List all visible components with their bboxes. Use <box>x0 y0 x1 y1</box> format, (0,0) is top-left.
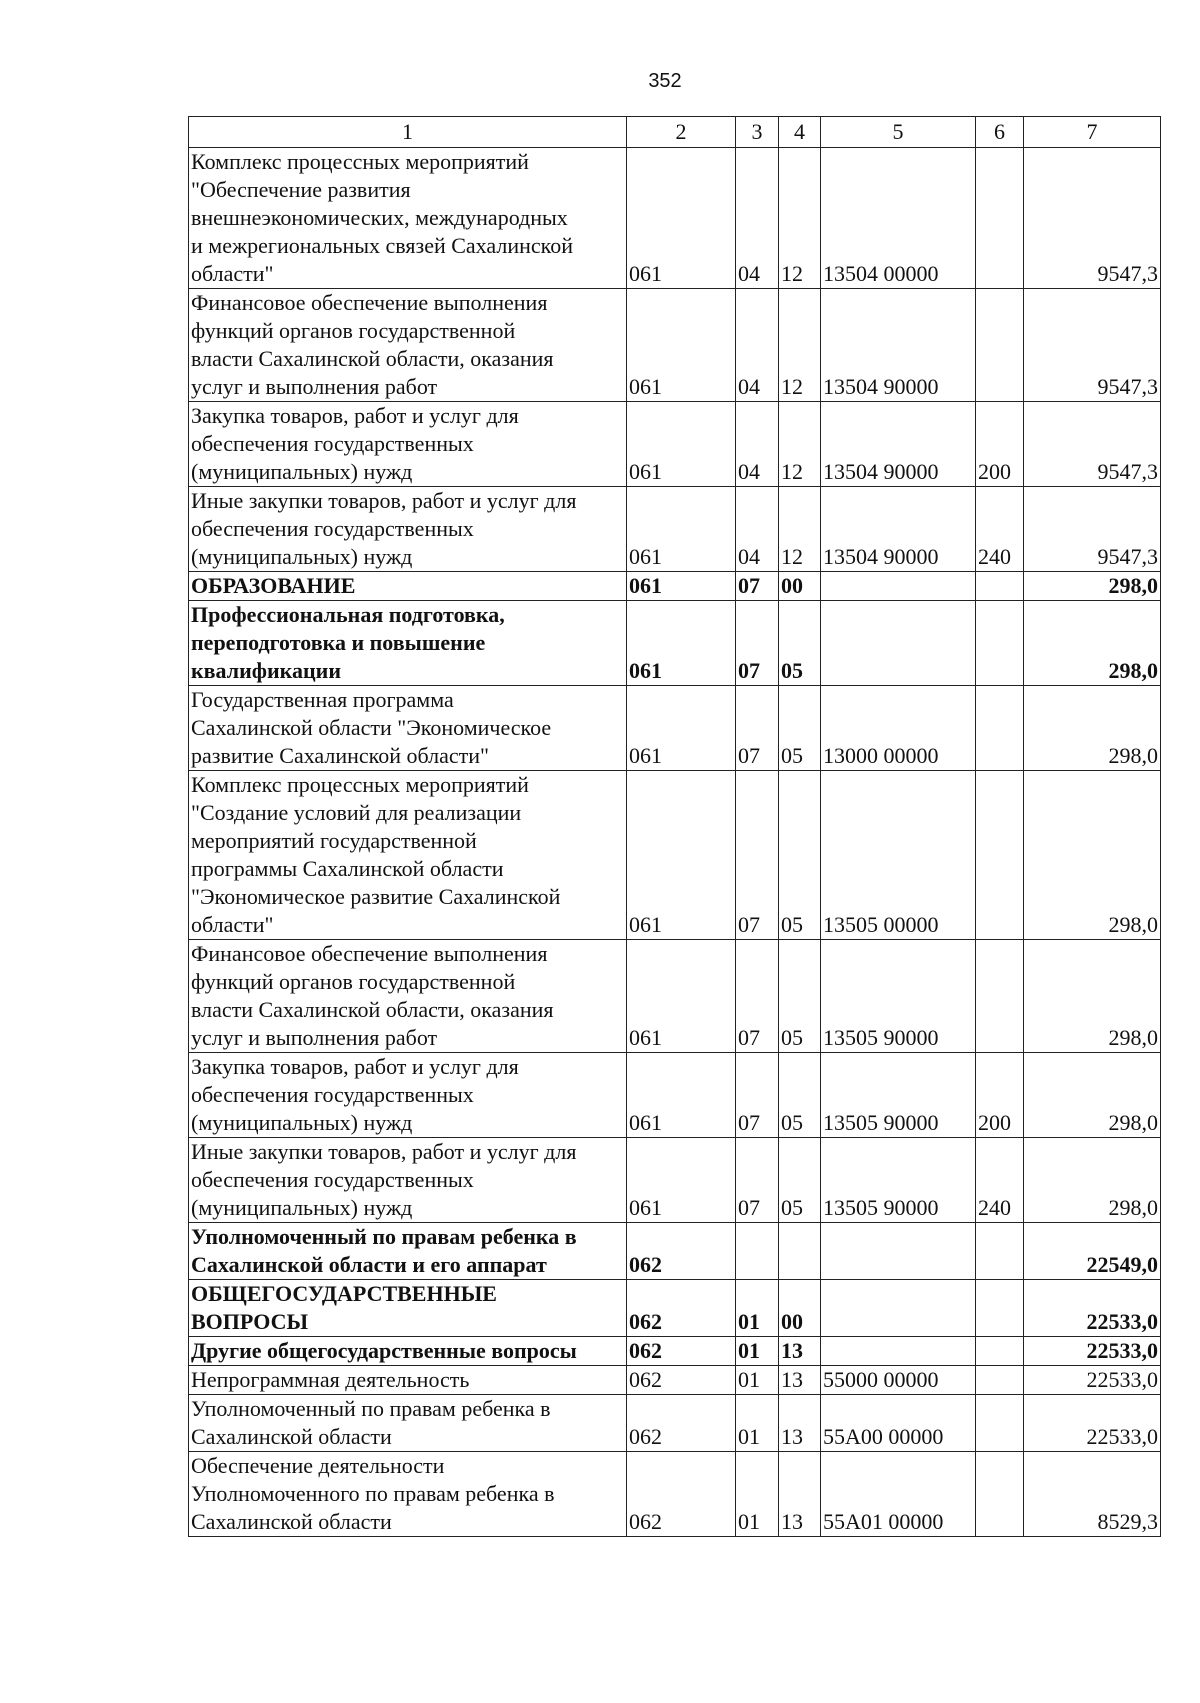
cell-rz: 01 <box>736 1280 779 1337</box>
page-number: 352 <box>648 70 682 92</box>
cell-csr: 55000 00000 <box>821 1366 976 1395</box>
cell-amount: 298,0 <box>1024 940 1161 1053</box>
cell-amount: 9547,3 <box>1024 289 1161 402</box>
cell-rz: 07 <box>736 572 779 601</box>
cell-name: Другие общегосударственные вопросы <box>189 1337 627 1366</box>
cell-grbs: 062 <box>627 1280 736 1337</box>
cell-name: Обеспечение деятельности Уполномоченного по правам ребенка в Сахалинской области <box>189 1452 627 1537</box>
budget-table <box>188 116 1161 1537</box>
column-header: 2 <box>627 117 736 148</box>
cell-vr <box>976 771 1024 940</box>
cell-rz: 01 <box>736 1337 779 1366</box>
cell-csr <box>821 572 976 601</box>
cell-pr: 05 <box>779 1138 821 1223</box>
cell-csr: 13505 90000 <box>821 940 976 1053</box>
cell-pr: 05 <box>779 1053 821 1138</box>
cell-grbs: 061 <box>627 487 736 572</box>
cell-pr: 13 <box>779 1337 821 1366</box>
cell-vr <box>976 686 1024 771</box>
cell-csr: 13505 90000 <box>821 1138 976 1223</box>
table-row <box>189 1452 1161 1537</box>
cell-csr: 13504 90000 <box>821 487 976 572</box>
cell-amount: 298,0 <box>1024 601 1161 686</box>
table-row <box>189 1366 1161 1395</box>
cell-name: Иные закупки товаров, работ и услуг для обеспечения государственных (муниципальных) нужд <box>189 1138 627 1223</box>
cell-vr <box>976 1366 1024 1395</box>
cell-amount: 22533,0 <box>1024 1395 1161 1452</box>
cell-csr: 13504 00000 <box>821 148 976 289</box>
cell-rz: 07 <box>736 1138 779 1223</box>
cell-amount: 22549,0 <box>1024 1223 1161 1280</box>
cell-csr: 13504 90000 <box>821 289 976 402</box>
cell-pr: 00 <box>779 1280 821 1337</box>
cell-pr: 12 <box>779 487 821 572</box>
cell-csr: 55А01 00000 <box>821 1452 976 1537</box>
table-row <box>189 686 1161 771</box>
table-row <box>189 572 1161 601</box>
cell-vr <box>976 1452 1024 1537</box>
cell-amount: 298,0 <box>1024 686 1161 771</box>
cell-csr <box>821 1223 976 1280</box>
cell-rz: 07 <box>736 686 779 771</box>
cell-vr <box>976 1223 1024 1280</box>
cell-grbs: 061 <box>627 572 736 601</box>
cell-grbs: 061 <box>627 1138 736 1223</box>
cell-amount: 298,0 <box>1024 771 1161 940</box>
cell-name: Закупка товаров, работ и услуг для обеспечения государственных (муниципальных) нужд <box>189 1053 627 1138</box>
cell-name: Уполномоченный по правам ребенка в Сахалинской области и его аппарат <box>189 1223 627 1280</box>
column-header: 1 <box>189 117 627 148</box>
table-row <box>189 1223 1161 1280</box>
cell-csr: 13000 00000 <box>821 686 976 771</box>
cell-name: ОБРАЗОВАНИЕ <box>189 572 627 601</box>
cell-amount: 298,0 <box>1024 572 1161 601</box>
cell-rz: 01 <box>736 1452 779 1537</box>
cell-vr <box>976 148 1024 289</box>
cell-rz: 07 <box>736 601 779 686</box>
cell-csr: 13505 90000 <box>821 1053 976 1138</box>
cell-amount: 22533,0 <box>1024 1337 1161 1366</box>
cell-vr <box>976 601 1024 686</box>
cell-vr: 200 <box>976 402 1024 487</box>
table-row <box>189 1337 1161 1366</box>
column-header: 3 <box>736 117 779 148</box>
cell-pr <box>779 1223 821 1280</box>
cell-rz: 04 <box>736 402 779 487</box>
cell-vr <box>976 940 1024 1053</box>
table-row <box>189 402 1161 487</box>
cell-amount: 9547,3 <box>1024 148 1161 289</box>
cell-grbs: 062 <box>627 1452 736 1537</box>
cell-vr <box>976 1280 1024 1337</box>
cell-vr <box>976 1337 1024 1366</box>
cell-grbs: 062 <box>627 1366 736 1395</box>
cell-rz: 01 <box>736 1366 779 1395</box>
cell-amount: 298,0 <box>1024 1053 1161 1138</box>
cell-grbs: 061 <box>627 289 736 402</box>
cell-name: ОБЩЕГОСУДАРСТВЕННЫЕ ВОПРОСЫ <box>189 1280 627 1337</box>
table-row <box>189 487 1161 572</box>
cell-grbs: 061 <box>627 771 736 940</box>
cell-csr <box>821 1280 976 1337</box>
cell-rz: 04 <box>736 487 779 572</box>
cell-grbs: 061 <box>627 148 736 289</box>
cell-grbs: 062 <box>627 1223 736 1280</box>
cell-pr: 13 <box>779 1452 821 1537</box>
table-row <box>189 1395 1161 1452</box>
column-header: 7 <box>1024 117 1161 148</box>
table-row <box>189 1138 1161 1223</box>
cell-vr <box>976 572 1024 601</box>
cell-rz: 01 <box>736 1395 779 1452</box>
cell-rz: 07 <box>736 1053 779 1138</box>
cell-amount: 9547,3 <box>1024 402 1161 487</box>
table-row <box>189 148 1161 289</box>
cell-pr: 13 <box>779 1395 821 1452</box>
cell-pr: 12 <box>779 148 821 289</box>
cell-pr: 05 <box>779 771 821 940</box>
cell-vr <box>976 289 1024 402</box>
cell-name: Уполномоченный по правам ребенка в Сахалинской области <box>189 1395 627 1452</box>
table-row <box>189 771 1161 940</box>
cell-grbs: 061 <box>627 601 736 686</box>
cell-name: Комплекс процессных мероприятий "Создание условий для реализации мероприятий государственной программы Сахалинской области "Экономическое развитие Сахалинской области" <box>189 771 627 940</box>
table-row <box>189 601 1161 686</box>
cell-name: Государственная программа Сахалинской области "Экономическое развитие Сахалинской области" <box>189 686 627 771</box>
cell-pr: 12 <box>779 289 821 402</box>
cell-pr: 00 <box>779 572 821 601</box>
cell-csr: 55А00 00000 <box>821 1395 976 1452</box>
cell-rz <box>736 1223 779 1280</box>
cell-pr: 05 <box>779 686 821 771</box>
cell-name: Финансовое обеспечение выполнения функций органов государственной власти Сахалинской области, оказания услуг и выполнения работ <box>189 940 627 1053</box>
cell-name: Непрограммная деятельность <box>189 1366 627 1395</box>
cell-grbs: 061 <box>627 686 736 771</box>
table-row <box>189 1053 1161 1138</box>
cell-rz: 07 <box>736 940 779 1053</box>
cell-name: Комплекс процессных мероприятий "Обеспечение развития внешнеэкономических, международных и межрегиональных связей Сахалинской области" <box>189 148 627 289</box>
header-row <box>189 117 1161 148</box>
cell-name: Закупка товаров, работ и услуг для обеспечения государственных (муниципальных) нужд <box>189 402 627 487</box>
cell-rz: 04 <box>736 289 779 402</box>
cell-grbs: 061 <box>627 940 736 1053</box>
table-row <box>189 940 1161 1053</box>
cell-pr: 05 <box>779 940 821 1053</box>
cell-csr <box>821 1337 976 1366</box>
cell-amount: 22533,0 <box>1024 1280 1161 1337</box>
cell-pr: 12 <box>779 402 821 487</box>
cell-vr: 240 <box>976 487 1024 572</box>
cell-amount: 298,0 <box>1024 1138 1161 1223</box>
cell-grbs: 061 <box>627 402 736 487</box>
cell-amount: 22533,0 <box>1024 1366 1161 1395</box>
cell-pr: 05 <box>779 601 821 686</box>
cell-grbs: 062 <box>627 1395 736 1452</box>
column-header: 4 <box>779 117 821 148</box>
cell-vr: 200 <box>976 1053 1024 1138</box>
cell-rz: 04 <box>736 148 779 289</box>
cell-vr: 240 <box>976 1138 1024 1223</box>
cell-grbs: 061 <box>627 1053 736 1138</box>
column-header: 5 <box>821 117 976 148</box>
cell-name: Профессиональная подготовка, переподготовка и повышение квалификации <box>189 601 627 686</box>
cell-csr: 13504 90000 <box>821 402 976 487</box>
cell-name: Финансовое обеспечение выполнения функций органов государственной власти Сахалинской области, оказания услуг и выполнения работ <box>189 289 627 402</box>
cell-csr: 13505 00000 <box>821 771 976 940</box>
cell-grbs: 062 <box>627 1337 736 1366</box>
cell-name: Иные закупки товаров, работ и услуг для обеспечения государственных (муниципальных) нужд <box>189 487 627 572</box>
cell-amount: 9547,3 <box>1024 487 1161 572</box>
cell-amount: 8529,3 <box>1024 1452 1161 1537</box>
table-row <box>189 1280 1161 1337</box>
cell-vr <box>976 1395 1024 1452</box>
cell-pr: 13 <box>779 1366 821 1395</box>
table-row <box>189 289 1161 402</box>
cell-rz: 07 <box>736 771 779 940</box>
column-header: 6 <box>976 117 1024 148</box>
cell-csr <box>821 601 976 686</box>
